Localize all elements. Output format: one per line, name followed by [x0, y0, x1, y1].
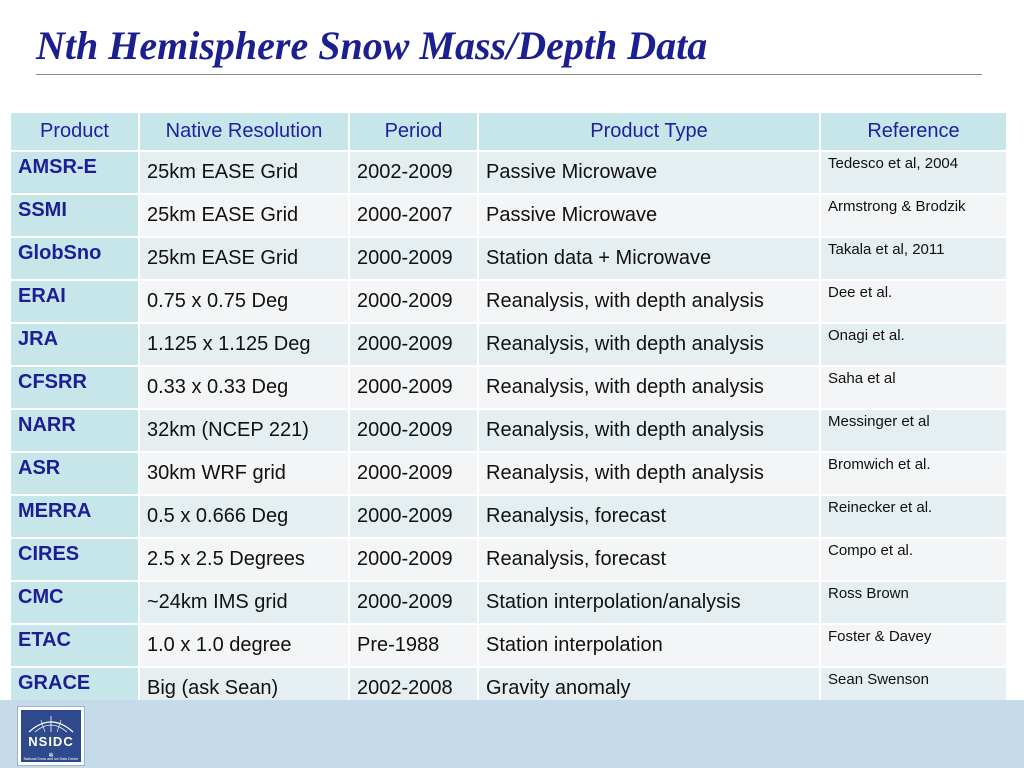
product-cell: CMC	[10, 581, 139, 624]
period-cell: 2000-2009	[349, 280, 478, 323]
resolution-cell: 2.5 x 2.5 Degrees	[139, 538, 349, 581]
header-product: Product	[10, 112, 139, 151]
type-cell: Reanalysis, with depth analysis	[478, 409, 820, 452]
table-row	[10, 194, 1007, 237]
table-row	[10, 151, 1007, 194]
reference-cell: Armstrong & Brodzik	[820, 194, 1007, 237]
resolution-cell: 25km EASE Grid	[139, 151, 349, 194]
product-cell: CIRES	[10, 538, 139, 581]
product-cell: JRA	[10, 323, 139, 366]
reference-cell: Messinger et al	[820, 409, 1007, 452]
table-row	[10, 452, 1007, 495]
resolution-cell: 0.33 x 0.33 Deg	[139, 366, 349, 409]
logo-subtext: National Snow and Ice Data Center	[23, 757, 79, 761]
period-cell: 2000-2009	[349, 581, 478, 624]
reference-cell: Sean Swenson	[820, 667, 1007, 710]
snow-data-table	[9, 111, 1008, 711]
product-cell: GlobSno	[10, 237, 139, 280]
product-cell: NARR	[10, 409, 139, 452]
footer-band	[0, 700, 1024, 768]
reference-cell: Dee et al.	[820, 280, 1007, 323]
period-cell: 2000-2009	[349, 237, 478, 280]
reference-cell: Ross Brown	[820, 581, 1007, 624]
period-cell: Pre-1988	[349, 624, 478, 667]
reference-cell: Saha et al	[820, 366, 1007, 409]
reference-cell: Onagi et al.	[820, 323, 1007, 366]
type-cell: Station interpolation/analysis	[478, 581, 820, 624]
reference-cell: Takala et al, 2011	[820, 237, 1007, 280]
product-cell: GRACE	[10, 667, 139, 710]
product-cell: ASR	[10, 452, 139, 495]
period-cell: 2000-2009	[349, 366, 478, 409]
resolution-cell: 30km WRF grid	[139, 452, 349, 495]
resolution-cell: 1.0 x 1.0 degree	[139, 624, 349, 667]
resolution-cell: 25km EASE Grid	[139, 237, 349, 280]
resolution-cell: 0.5 x 0.666 Deg	[139, 495, 349, 538]
resolution-cell: ~24km IMS grid	[139, 581, 349, 624]
period-cell: 2002-2008	[349, 667, 478, 710]
table-row	[10, 237, 1007, 280]
type-cell: Reanalysis, with depth analysis	[478, 323, 820, 366]
type-cell: Station interpolation	[478, 624, 820, 667]
period-cell: 2000-2009	[349, 538, 478, 581]
table-row	[10, 409, 1007, 452]
product-cell: CFSRR	[10, 366, 139, 409]
header-native-resolution: Native Resolution	[139, 112, 349, 151]
header-product-type: Product Type	[478, 112, 820, 151]
product-cell: ETAC	[10, 624, 139, 667]
logo-text: NSIDC	[28, 734, 74, 749]
resolution-cell: 0.75 x 0.75 Deg	[139, 280, 349, 323]
svg-text:✻: ✻	[48, 752, 54, 759]
type-cell: Passive Microwave	[478, 194, 820, 237]
product-cell: SSMI	[10, 194, 139, 237]
product-cell: MERRA	[10, 495, 139, 538]
reference-cell: Tedesco et al, 2004	[820, 151, 1007, 194]
table-row	[10, 495, 1007, 538]
period-cell: 2000-2009	[349, 409, 478, 452]
title-divider	[36, 74, 982, 75]
table-row	[10, 624, 1007, 667]
reference-cell: Compo et al.	[820, 538, 1007, 581]
table-row	[10, 280, 1007, 323]
period-cell: 2000-2007	[349, 194, 478, 237]
reference-cell: Bromwich et al.	[820, 452, 1007, 495]
table-row	[10, 581, 1007, 624]
type-cell: Reanalysis, with depth analysis	[478, 280, 820, 323]
resolution-cell: Big (ask Sean)	[139, 667, 349, 710]
table-row	[10, 323, 1007, 366]
type-cell: Gravity anomaly	[478, 667, 820, 710]
reference-cell: Reinecker et al.	[820, 495, 1007, 538]
period-cell: 2002-2009	[349, 151, 478, 194]
header-reference: Reference	[820, 112, 1007, 151]
resolution-cell: 1.125 x 1.125 Deg	[139, 323, 349, 366]
nsidc-logo	[17, 706, 85, 766]
reference-cell: Foster & Davey	[820, 624, 1007, 667]
type-cell: Reanalysis, with depth analysis	[478, 452, 820, 495]
resolution-cell: 32km (NCEP 221)	[139, 409, 349, 452]
period-cell: 2000-2009	[349, 323, 478, 366]
table-row	[10, 366, 1007, 409]
table-row	[10, 538, 1007, 581]
type-cell: Passive Microwave	[478, 151, 820, 194]
period-cell: 2000-2009	[349, 452, 478, 495]
product-cell: AMSR-E	[10, 151, 139, 194]
type-cell: Reanalysis, forecast	[478, 538, 820, 581]
slide-title: Nth Hemisphere Snow Mass/Depth Data	[36, 23, 708, 68]
resolution-cell: 25km EASE Grid	[139, 194, 349, 237]
type-cell: Reanalysis, forecast	[478, 495, 820, 538]
type-cell: Station data + Microwave	[478, 237, 820, 280]
header-period: Period	[349, 112, 478, 151]
table-header-row	[10, 112, 1007, 151]
period-cell: 2000-2009	[349, 495, 478, 538]
product-cell: ERAI	[10, 280, 139, 323]
type-cell: Reanalysis, with depth analysis	[478, 366, 820, 409]
